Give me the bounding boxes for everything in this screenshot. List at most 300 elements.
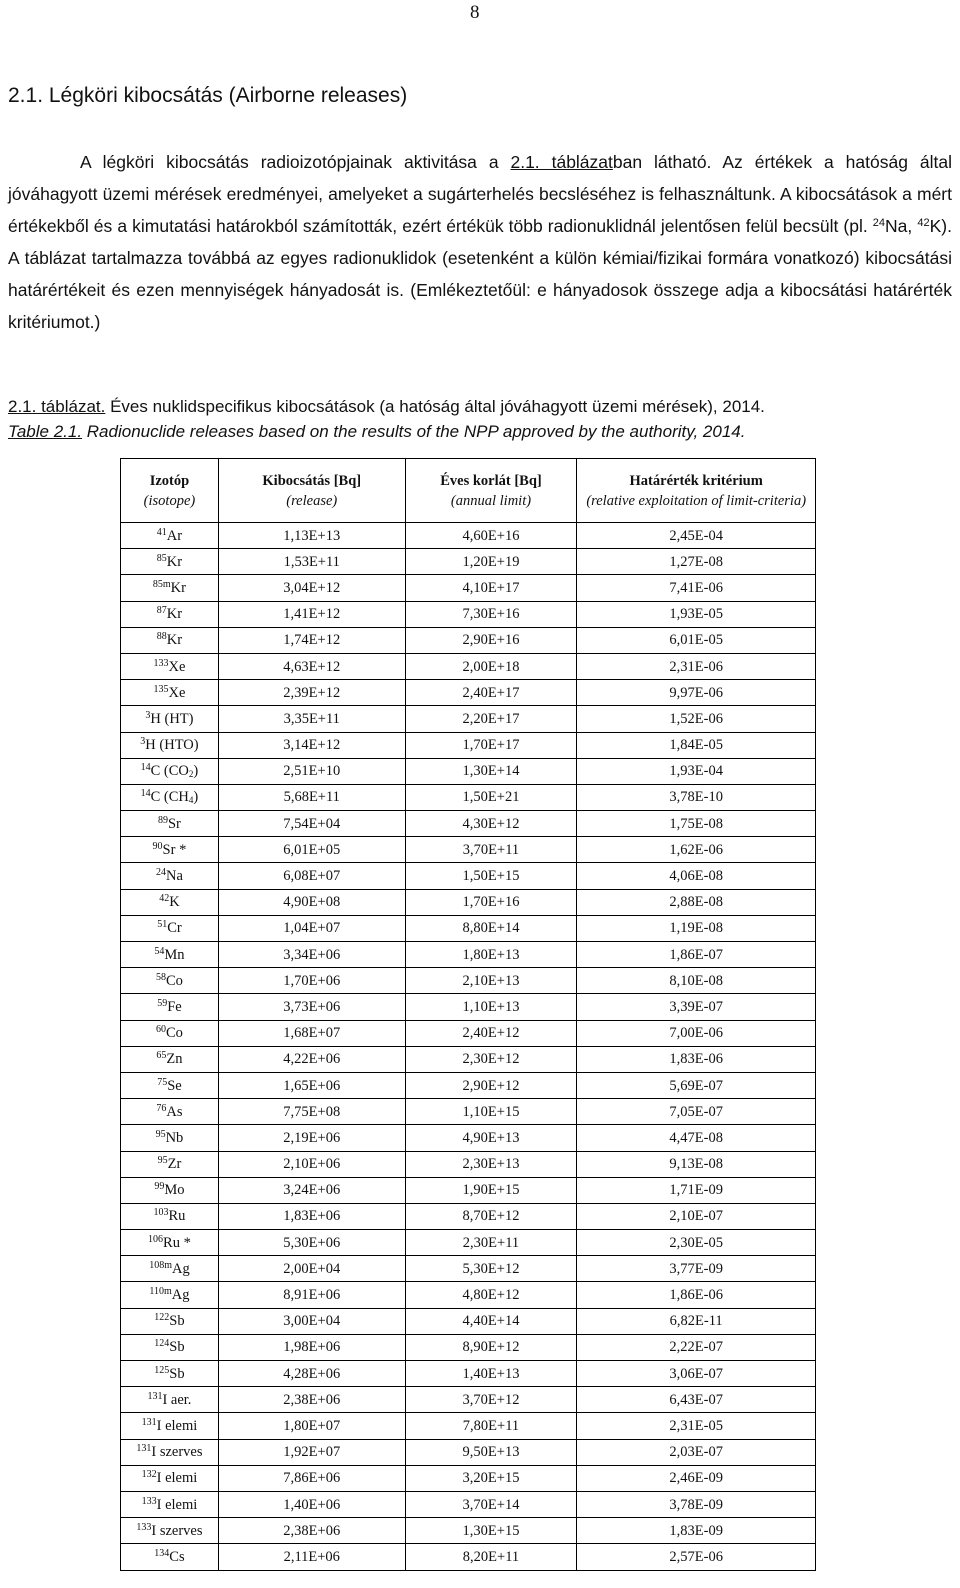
isotope-symbol: Sr [167, 815, 181, 832]
isotope-mass-number: 90 [152, 840, 163, 852]
isotope-mass-number: 58 [155, 971, 166, 983]
criteria-cell: 4,06E-08 [577, 863, 816, 889]
limit-cell: 3,20E+15 [405, 1465, 577, 1491]
isotope-mass-number: 14 [140, 788, 151, 800]
isotope-symbol: Co [165, 1025, 183, 1042]
table-row [121, 523, 816, 549]
isotope-cell [121, 1544, 219, 1570]
release-cell: 1,70E+06 [218, 968, 405, 994]
isotope-symbol: I szerves [151, 1444, 203, 1461]
isotope-mass-number: 133 [153, 657, 169, 669]
isotope-mass-number: 125 [154, 1364, 170, 1376]
table-row [121, 915, 816, 941]
table-row [121, 627, 816, 653]
limit-cell: 2,30E+12 [405, 1046, 577, 1072]
isotope-symbol: Sb [169, 1365, 185, 1382]
isotope-cell [121, 732, 219, 758]
limit-cell: 1,70E+17 [405, 732, 577, 758]
table-row [121, 732, 816, 758]
isotope-symbol: Cs [169, 1548, 185, 1565]
isotope-mass-number: 87 [156, 605, 167, 617]
limit-cell: 9,50E+13 [405, 1439, 577, 1465]
criteria-cell: 2,31E-06 [577, 653, 816, 679]
isotope-symbol: Sb [169, 1313, 185, 1330]
isotope-mass-number: 99 [154, 1181, 165, 1193]
isotope-symbol: As [166, 1103, 183, 1120]
limit-cell: 1,90E+15 [405, 1177, 577, 1203]
release-cell: 8,91E+06 [218, 1282, 405, 1308]
isotope-cell [121, 680, 219, 706]
isotope-symbol: C (CO [150, 763, 189, 780]
criteria-cell: 3,77E-09 [577, 1256, 816, 1282]
isotope-mass-number: 76 [156, 1102, 167, 1114]
isotope-cell [121, 1518, 219, 1544]
table-row [121, 889, 816, 915]
isotope-cell [121, 758, 219, 784]
release-cell: 4,28E+06 [218, 1361, 405, 1387]
limit-cell: 8,20E+11 [405, 1544, 577, 1570]
isotope-mass-number: 132 [141, 1469, 157, 1481]
isotope-cell [121, 968, 219, 994]
isotope-mass-number: 131 [147, 1390, 163, 1402]
isotope-mass-number: 108m [149, 1259, 172, 1271]
caption-label-hu: 2.1. táblázat. [8, 397, 106, 416]
table-row [121, 1518, 816, 1544]
release-cell: 1,13E+13 [218, 523, 405, 549]
release-cell: 6,01E+05 [218, 837, 405, 863]
criteria-cell: 3,78E-10 [577, 784, 816, 810]
page-number: 8 [470, 2, 480, 23]
release-cell: 3,35E+11 [218, 706, 405, 732]
criteria-cell: 7,00E-06 [577, 1020, 816, 1046]
isotope-symbol: Zn [166, 1051, 183, 1068]
header-sub: (isotope) [143, 492, 196, 509]
isotope-cell [121, 1439, 219, 1465]
release-cell: 1,65E+06 [218, 1072, 405, 1098]
limit-cell: 8,90E+12 [405, 1334, 577, 1360]
table-row [121, 575, 816, 601]
release-cell: 7,86E+06 [218, 1465, 405, 1491]
isotope-mass-number: 110m [149, 1286, 172, 1298]
isotope-mass-number: 24 [872, 217, 886, 229]
isotope-symbol: Kr [166, 553, 183, 570]
isotope-mass-number: 89 [157, 814, 168, 826]
isotope-mass-number: 95 [157, 1155, 168, 1167]
limit-cell: 3,70E+12 [405, 1387, 577, 1413]
isotope-cell [121, 1282, 219, 1308]
isotope-cell [121, 575, 219, 601]
release-cell: 7,54E+04 [218, 811, 405, 837]
table-row [121, 1282, 816, 1308]
release-cell: 3,14E+12 [218, 732, 405, 758]
limit-cell: 1,40E+13 [405, 1361, 577, 1387]
limit-cell: 2,10E+13 [405, 968, 577, 994]
isotope-symbol: Mo [164, 1182, 185, 1199]
table-row [121, 1387, 816, 1413]
limit-cell: 2,30E+11 [405, 1230, 577, 1256]
table-row [121, 1308, 816, 1334]
header-isotope [121, 459, 219, 523]
releases-table [120, 458, 816, 1571]
caption-hungarian [8, 394, 952, 419]
criteria-cell: 6,01E-05 [577, 627, 816, 653]
criteria-cell: 3,39E-07 [577, 994, 816, 1020]
criteria-cell: 6,43E-07 [577, 1387, 816, 1413]
isotope-cell [121, 837, 219, 863]
release-cell: 1,40E+06 [218, 1491, 405, 1517]
isotope-cell [121, 784, 219, 810]
isotope-mass-number: 103 [153, 1207, 169, 1219]
table-row [121, 758, 816, 784]
caption-text-hu: Éves nuklidspecifikus kibocsátások (a hatóság által jóváhagyott üzemi mérések), 2014. [105, 397, 765, 416]
isotope-mass-number: 3 [145, 709, 151, 721]
isotope-mass-number: 60 [155, 1024, 166, 1036]
release-cell: 1,41E+12 [218, 601, 405, 627]
isotope-cell [121, 1361, 219, 1387]
criteria-cell: 1,83E-09 [577, 1518, 816, 1544]
limit-cell: 1,10E+13 [405, 994, 577, 1020]
release-cell: 2,38E+06 [218, 1387, 405, 1413]
isotope-cell [121, 1203, 219, 1229]
isotope-symbol: Zr [167, 1156, 182, 1173]
isotope-mass-number: 3 [140, 736, 146, 748]
isotope-symbol: Kr [170, 579, 186, 596]
limit-cell: 1,70E+16 [405, 889, 577, 915]
isotope-symbol: Co [165, 972, 183, 989]
isotope-symbol: I elemi [156, 1496, 198, 1513]
release-cell: 4,22E+06 [218, 1046, 405, 1072]
isotope-mass-number: 122 [154, 1312, 170, 1324]
table-row [121, 706, 816, 732]
criteria-cell: 2,88E-08 [577, 889, 816, 915]
criteria-cell: 9,13E-08 [577, 1151, 816, 1177]
limit-cell: 3,70E+14 [405, 1491, 577, 1517]
isotope-symbol: Xe [168, 684, 186, 701]
isotope-cell [121, 863, 219, 889]
release-cell: 1,83E+06 [218, 1203, 405, 1229]
table-row [121, 1361, 816, 1387]
isotope-symbol: K [169, 894, 180, 911]
limit-cell: 1,30E+14 [405, 758, 577, 784]
limit-cell: 7,30E+16 [405, 601, 577, 627]
limit-cell: 4,40E+14 [405, 1308, 577, 1334]
isotope-mass-number: 24 [155, 867, 166, 879]
criteria-cell: 1,71E-09 [577, 1177, 816, 1203]
isotope-symbol: Ar [166, 527, 183, 544]
release-cell: 4,63E+12 [218, 653, 405, 679]
limit-cell: 2,40E+12 [405, 1020, 577, 1046]
table-row [121, 1465, 816, 1491]
paragraph-text: ban látható. Az értékek a hatóság által jóváhagyott üzemi mérések eredményei, amelyeket a sugárterhelés becsléséhez is felhasználtunk. A kibocsátások a mért értékekből és a kimutatási határokból számították, ezért értékük több radionuklidnál jelentősen felül becsült (pl. [8, 152, 952, 236]
release-cell: 7,75E+08 [218, 1099, 405, 1125]
table-row [121, 1020, 816, 1046]
table-row [121, 1230, 816, 1256]
isotope-mass-number: 85m [152, 578, 171, 590]
limit-cell: 4,10E+17 [405, 575, 577, 601]
criteria-cell: 1,93E-04 [577, 758, 816, 784]
isotope-mass-number: 133 [136, 1521, 152, 1533]
release-cell: 2,10E+06 [218, 1151, 405, 1177]
formula-close: ) [193, 789, 199, 806]
table-row [121, 1177, 816, 1203]
isotope-cell [121, 523, 219, 549]
formula-subscript: 2 [188, 769, 194, 780]
criteria-cell: 1,62E-06 [577, 837, 816, 863]
caption-label-en: Table 2.1. [8, 422, 83, 441]
limit-cell: 1,50E+21 [405, 784, 577, 810]
table-header-row [121, 459, 816, 523]
isotope-cell [121, 601, 219, 627]
isotope-mass-number: 54 [154, 945, 165, 957]
isotope-symbol: H (HT) [150, 710, 194, 727]
table-row [121, 1334, 816, 1360]
isotope-symbol: C (CH [150, 789, 189, 806]
table-body [121, 523, 816, 1571]
isotope-symbol: Na, [885, 216, 918, 236]
header-criteria [577, 459, 816, 523]
criteria-cell: 2,10E-07 [577, 1203, 816, 1229]
isotope-mass-number: 131 [141, 1416, 157, 1428]
criteria-cell: 1,86E-07 [577, 942, 816, 968]
isotope-cell [121, 1125, 219, 1151]
isotope-symbol: I szerves [151, 1522, 203, 1539]
isotope-mass-number: 59 [157, 997, 168, 1009]
isotope-cell [121, 942, 219, 968]
isotope-symbol: I aer. [162, 1391, 192, 1408]
release-cell: 1,92E+07 [218, 1439, 405, 1465]
table-row [121, 1072, 816, 1098]
criteria-cell: 6,82E-11 [577, 1308, 816, 1334]
isotope-symbol: Sb [169, 1339, 185, 1356]
header-sub: (relative exploitation of limit-criteria) [586, 492, 807, 509]
release-cell: 5,30E+06 [218, 1230, 405, 1256]
criteria-cell: 2,57E-06 [577, 1544, 816, 1570]
isotope-cell [121, 627, 219, 653]
isotope-symbol: Cr [167, 920, 182, 937]
isotope-symbol: Nb [165, 1129, 184, 1146]
limit-cell: 4,80E+12 [405, 1282, 577, 1308]
release-cell: 1,80E+07 [218, 1413, 405, 1439]
release-cell: 6,08E+07 [218, 863, 405, 889]
isotope-symbol: Fe [167, 998, 182, 1015]
isotope-symbol: Ag [171, 1287, 190, 1304]
isotope-mass-number: 124 [154, 1338, 170, 1350]
isotope-mass-number: 42 [917, 217, 930, 229]
limit-cell: 1,30E+15 [405, 1518, 577, 1544]
release-cell: 3,00E+04 [218, 1308, 405, 1334]
isotope-mass-number: 14 [140, 762, 151, 774]
isotope-mass-number: 95 [155, 1128, 166, 1140]
criteria-cell: 2,45E-04 [577, 523, 816, 549]
criteria-cell: 1,19E-08 [577, 915, 816, 941]
isotope-mass-number: 65 [156, 1050, 167, 1062]
isotope-mass-number: 106 [148, 1233, 164, 1245]
criteria-cell: 3,78E-09 [577, 1491, 816, 1517]
isotope-symbol: Ru [168, 1208, 186, 1225]
header-main: Éves korlát [Bq] [440, 472, 542, 489]
limit-cell: 7,80E+11 [405, 1413, 577, 1439]
isotope-mass-number: 131 [136, 1443, 152, 1455]
limit-cell: 2,20E+17 [405, 706, 577, 732]
isotope-cell [121, 1334, 219, 1360]
formula-subscript: 4 [188, 795, 194, 806]
header-main: Kibocsátás [Bq] [262, 472, 362, 489]
release-cell: 1,74E+12 [218, 627, 405, 653]
isotope-mass-number: 85 [156, 552, 167, 564]
isotope-mass-number: 41 [156, 526, 167, 538]
table-row [121, 549, 816, 575]
table-row [121, 1544, 816, 1570]
isotope-cell [121, 1491, 219, 1517]
release-cell: 1,04E+07 [218, 915, 405, 941]
criteria-cell: 4,47E-08 [577, 1125, 816, 1151]
isotope-cell [121, 889, 219, 915]
table-row [121, 1046, 816, 1072]
isotope-cell [121, 1046, 219, 1072]
table-row [121, 601, 816, 627]
release-cell: 3,04E+12 [218, 575, 405, 601]
table-row [121, 1125, 816, 1151]
table-row [121, 1439, 816, 1465]
isotope-cell [121, 706, 219, 732]
table-row [121, 968, 816, 994]
limit-cell: 2,90E+12 [405, 1072, 577, 1098]
limit-cell: 4,90E+13 [405, 1125, 577, 1151]
criteria-cell: 1,86E-06 [577, 1282, 816, 1308]
isotope-cell [121, 1151, 219, 1177]
isotope-symbol: Sr * [162, 841, 187, 858]
isotope-mass-number: 75 [157, 1076, 168, 1088]
header-release [218, 459, 405, 523]
table-row [121, 942, 816, 968]
limit-cell: 8,80E+14 [405, 915, 577, 941]
isotope-cell [121, 994, 219, 1020]
isotope-cell [121, 1256, 219, 1282]
isotope-cell [121, 1387, 219, 1413]
criteria-cell: 7,41E-06 [577, 575, 816, 601]
isotope-cell [121, 1020, 219, 1046]
isotope-cell [121, 1099, 219, 1125]
criteria-cell: 2,22E-07 [577, 1334, 816, 1360]
isotope-symbol: Mn [164, 946, 185, 963]
isotope-mass-number: 51 [157, 919, 168, 931]
criteria-cell: 1,75E-08 [577, 811, 816, 837]
table-row [121, 1151, 816, 1177]
table-row [121, 1203, 816, 1229]
table-row [121, 811, 816, 837]
header-sub: (annual limit) [450, 492, 532, 509]
release-cell: 2,51E+10 [218, 758, 405, 784]
release-cell: 2,00E+04 [218, 1256, 405, 1282]
header-main: Határérték kritérium [629, 472, 763, 489]
release-cell: 3,73E+06 [218, 994, 405, 1020]
release-cell: 5,68E+11 [218, 784, 405, 810]
body-paragraph [8, 146, 952, 338]
limit-cell: 8,70E+12 [405, 1203, 577, 1229]
limit-cell: 1,20E+19 [405, 549, 577, 575]
paragraph-text: A légköri kibocsátás radioizotópjainak aktivitása a [80, 152, 511, 172]
criteria-cell: 1,93E-05 [577, 601, 816, 627]
isotope-symbol: I elemi [156, 1417, 198, 1434]
isotope-symbol: Kr [166, 606, 183, 623]
release-cell: 1,53E+11 [218, 549, 405, 575]
isotope-symbol: Na [165, 868, 183, 885]
release-cell: 4,90E+08 [218, 889, 405, 915]
table-row [121, 653, 816, 679]
isotope-mass-number: 133 [141, 1495, 157, 1507]
header-annual-limit [405, 459, 577, 523]
table-row [121, 1491, 816, 1517]
isotope-mass-number: 134 [154, 1547, 170, 1559]
criteria-cell: 1,27E-08 [577, 549, 816, 575]
release-cell: 2,19E+06 [218, 1125, 405, 1151]
limit-cell: 2,90E+16 [405, 627, 577, 653]
table-row [121, 1413, 816, 1439]
paragraph-text: ). A táblázat tartalmazza továbbá az egyes radionuklidok (esetenként a külön kémiai/fizikai formára vonatkozó) kibocsátási határértékeit és ezen mennyiségek hányadosát is. (Emlékeztetőül: e hányadosok összege adja a kibocsátási határérték kritériumot.) [8, 216, 952, 332]
criteria-cell: 2,46E-09 [577, 1465, 816, 1491]
limit-cell: 4,60E+16 [405, 523, 577, 549]
limit-cell: 1,10E+15 [405, 1099, 577, 1125]
release-cell: 1,68E+07 [218, 1020, 405, 1046]
isotope-cell [121, 1072, 219, 1098]
limit-cell: 1,50E+15 [405, 863, 577, 889]
isotope-cell [121, 1177, 219, 1203]
criteria-cell: 7,05E-07 [577, 1099, 816, 1125]
header-sub: (release) [286, 492, 338, 509]
criteria-cell: 1,52E-06 [577, 706, 816, 732]
isotope-symbol: Kr [166, 632, 183, 649]
release-cell: 2,11E+06 [218, 1544, 405, 1570]
isotope-mass-number: 88 [156, 631, 167, 643]
table-row [121, 994, 816, 1020]
table-row [121, 1256, 816, 1282]
release-cell: 3,24E+06 [218, 1177, 405, 1203]
table-row [121, 1099, 816, 1125]
isotope-cell [121, 1230, 219, 1256]
isotope-cell [121, 549, 219, 575]
limit-cell: 2,00E+18 [405, 653, 577, 679]
table-row [121, 863, 816, 889]
criteria-cell: 1,84E-05 [577, 732, 816, 758]
release-cell: 2,39E+12 [218, 680, 405, 706]
release-cell: 1,98E+06 [218, 1334, 405, 1360]
limit-cell: 2,40E+17 [405, 680, 577, 706]
caption-english [8, 419, 952, 444]
table-row [121, 837, 816, 863]
criteria-cell: 2,30E-05 [577, 1230, 816, 1256]
header-main: Izotóp [149, 472, 190, 489]
release-cell: 3,34E+06 [218, 942, 405, 968]
criteria-cell: 5,69E-07 [577, 1072, 816, 1098]
limit-cell: 1,80E+13 [405, 942, 577, 968]
criteria-cell: 3,06E-07 [577, 1361, 816, 1387]
limit-cell: 2,30E+13 [405, 1151, 577, 1177]
table-reference-link[interactable]: 2.1. táblázat [510, 152, 613, 172]
isotope-mass-number: 135 [153, 683, 169, 695]
section-title: 2.1. Légköri kibocsátás (Airborne releases) [8, 84, 408, 107]
isotope-cell [121, 915, 219, 941]
isotope-symbol: Ru * [163, 1234, 191, 1251]
isotope-cell [121, 1465, 219, 1491]
formula-close: ) [193, 763, 199, 780]
criteria-cell: 1,83E-06 [577, 1046, 816, 1072]
isotope-cell [121, 653, 219, 679]
release-cell: 2,38E+06 [218, 1518, 405, 1544]
isotope-cell [121, 1308, 219, 1334]
table-row [121, 784, 816, 810]
isotope-symbol: H (HTO) [145, 737, 199, 754]
criteria-cell: 8,10E-08 [577, 968, 816, 994]
